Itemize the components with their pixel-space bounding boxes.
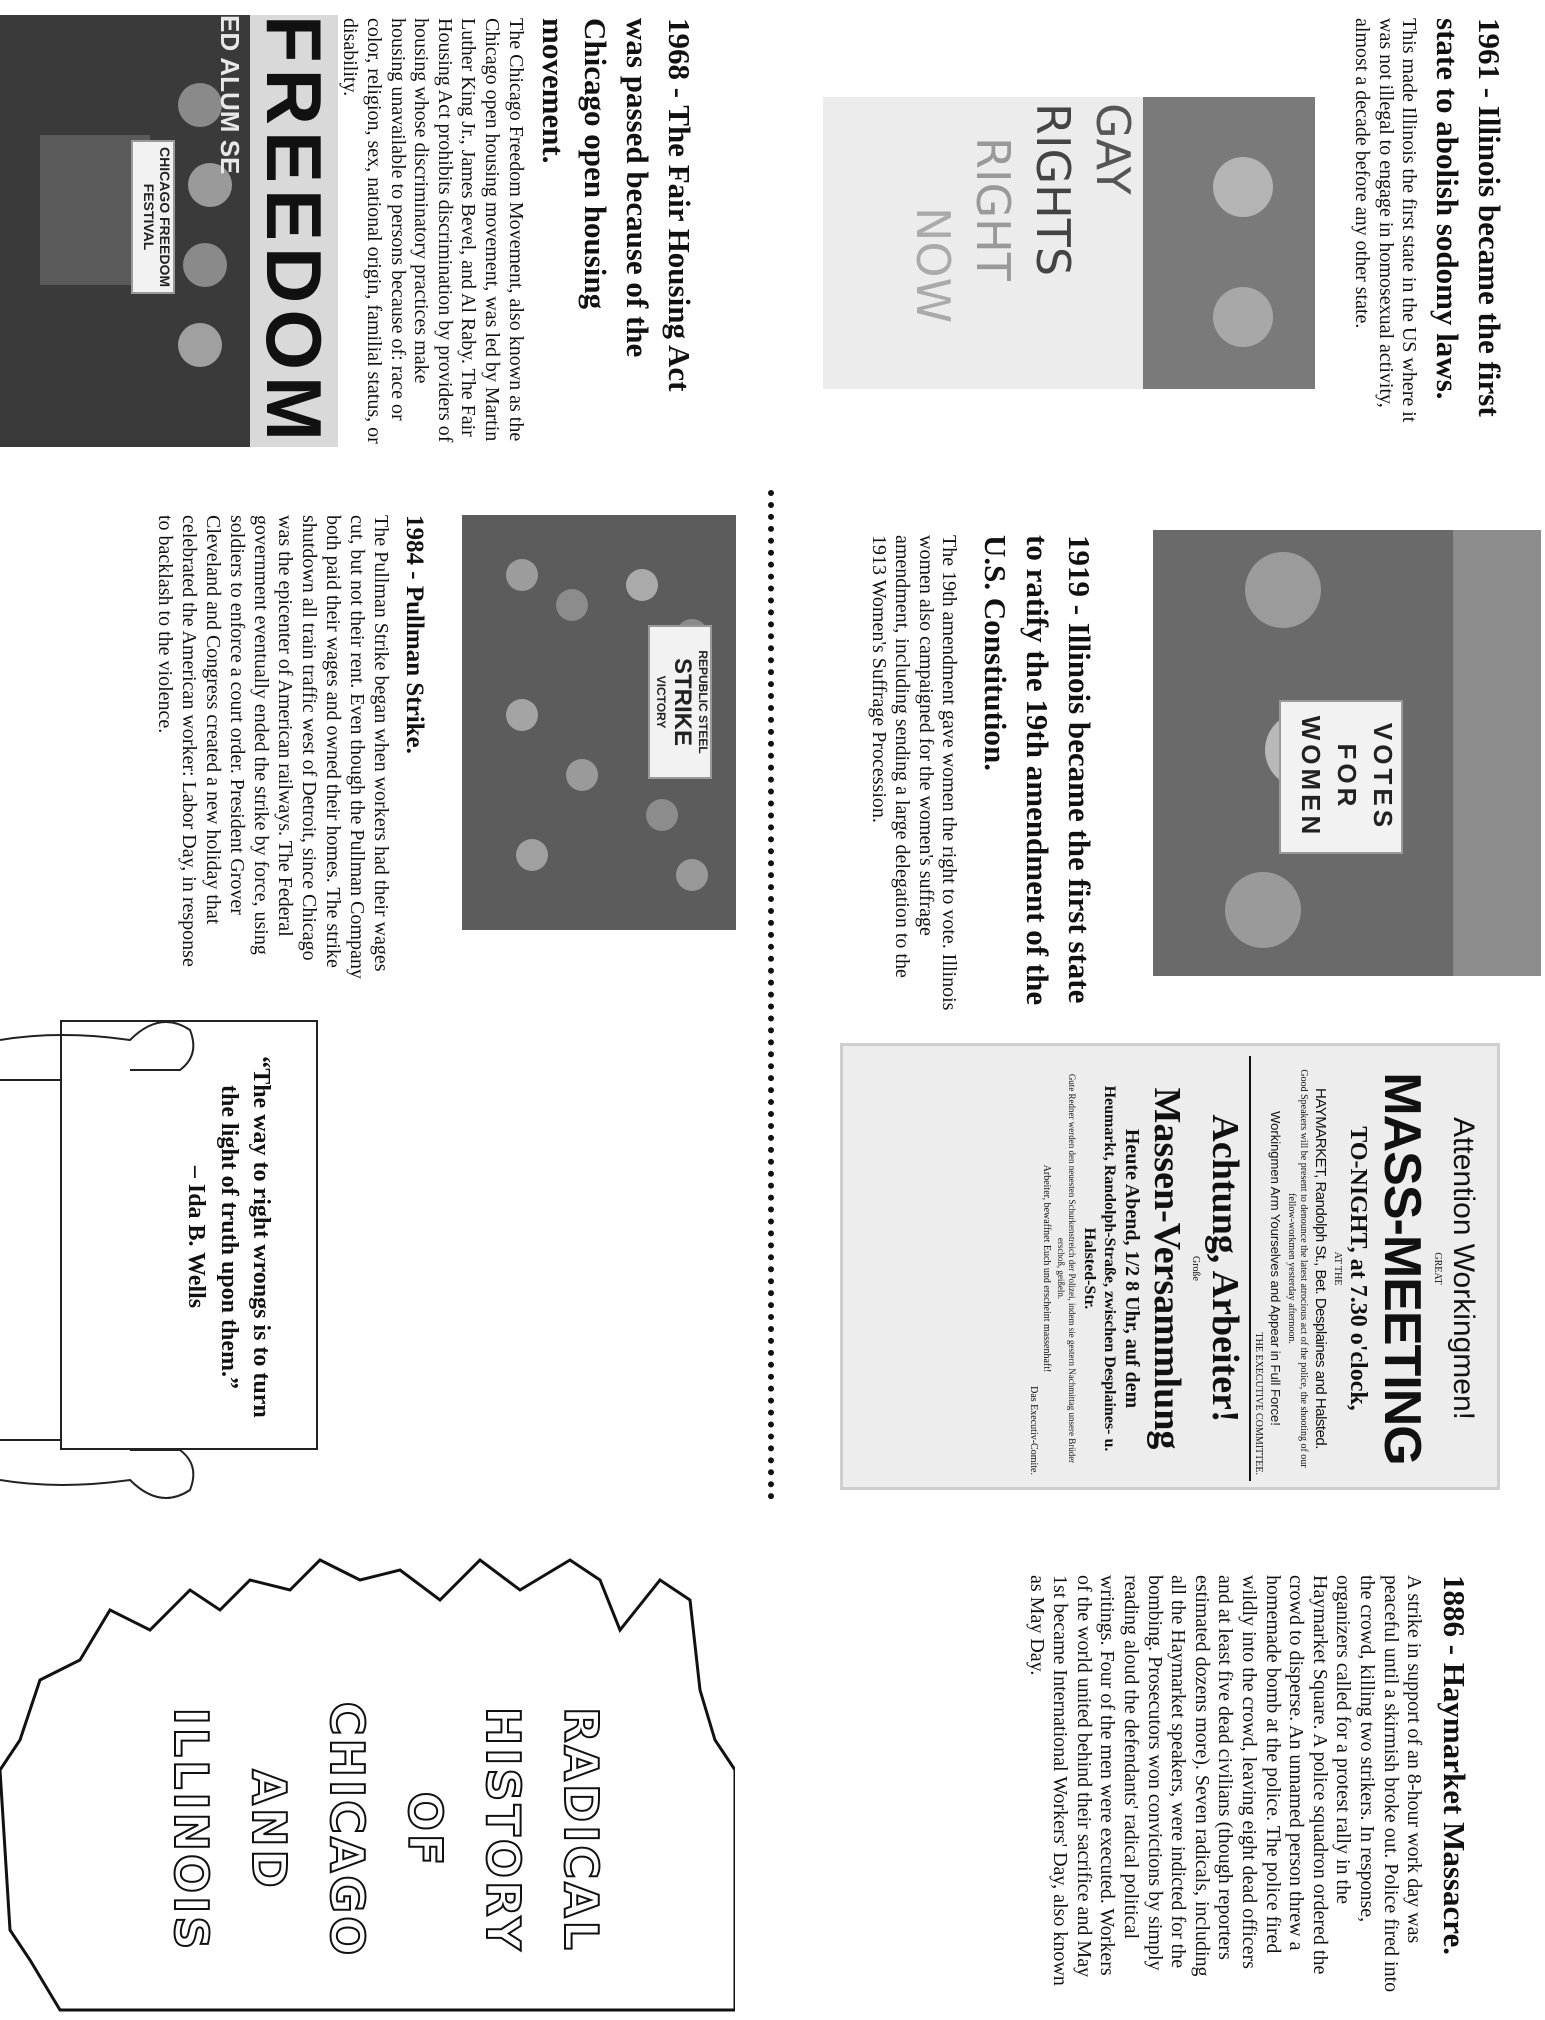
- section-1886-title: 1886 - Haymarket Massacre.: [1437, 1575, 1472, 1955]
- steel-sign-line3: VICTORY: [654, 675, 668, 729]
- gay-sign-line1: GAY: [1086, 103, 1140, 195]
- poster-line-7: Good Speakers will be present to denounce the latest atrocious act of the police, the shooting of our fellow-workmen yesterday afternoon.: [1286, 1069, 1309, 1468]
- poster-line-15: Gute Redner werden den neuesten Schurkenstreich der Polizei, indem sie gestern Nachmittag unsere Brüder erschoß, geißeln.: [1056, 1073, 1077, 1464]
- section-1919-title: 1919 - Illinois became the first state to ratify the 19th amendment of the U.S. Constitution.: [978, 535, 1097, 1006]
- poster-line-10: Achtung, Arbeiter!: [1201, 1056, 1251, 1481]
- section-1886-body: A strike in support of an 8-hour work day was peaceful until a skirmish broke out. Police fired into the crowd, killing two strikers. In response, organizers called for a protest rally in the Haymarket Square. A police squadron ordered the crowd to disperse. An unnamed person threw a homemade bomb at the police. The police fired wildly into the crowd, leaving eight dead officers and at least five dead civilians (though reporters estimated dozens more). Seven radicals, including all the Haymarket speakers, were indicted for the bombing. Prosecutors won convictions by simply reading aloud the defendants' radical political writings. Four of the men were executed. Workers of the world united behind their sacrifice and May 1st became International Workers' Day, also known as May Day.: [1025, 1575, 1426, 1993]
- gay-sign-line4: NOW: [906, 207, 960, 324]
- section-1968: [338, 18, 700, 448]
- poster-line-12: Massen-Versammlung: [1146, 1087, 1188, 1450]
- freedom-banner-subtext: ED ALUM SE: [215, 15, 245, 175]
- steel-sign-line1: REPUBLIC STEEL: [696, 650, 710, 754]
- votes-sign-line2: FOR: [1332, 743, 1362, 811]
- poster-line-2: GREAT: [1432, 1252, 1443, 1285]
- section-1919-body: The 19th amendment gave women the right to vote. Illinois women also campaigned for the women's suffrage amendment, including sending a large delegation to the 1913 Women's Suffrage Procession.: [867, 535, 961, 1011]
- haymarket-poster: [840, 1043, 1500, 1490]
- cover-line-2: HISTORY: [476, 1706, 530, 1954]
- republic-steel-sign: [648, 625, 712, 779]
- votes-sign-line1: VOTES: [1368, 722, 1398, 832]
- section-1984-title: 1984 - Pullman Strike.: [401, 515, 428, 754]
- hands-holding-sign-drawing: [0, 1000, 330, 1560]
- cover-line-1: RADICAL: [554, 1707, 608, 1953]
- gay-rights-sign: [823, 97, 1143, 389]
- quote-author: – Ida B. Wells: [183, 1165, 210, 1309]
- poster-line-9: THE EXECUTIVE COMMITTEE.: [1253, 1332, 1264, 1475]
- section-1984: [153, 515, 430, 985]
- cover-line-6: ILLINOIS: [164, 1707, 218, 1953]
- quote-text: “The way to right wrongs is to turn the light of truth upon them.”: [215, 1056, 274, 1418]
- poster-line-3: MASS-MEETING: [1373, 1072, 1431, 1465]
- section-1961-title: 1961 - Illinois became the first state to abolish sodomy laws.: [1430, 18, 1507, 417]
- steel-sign-line2: STRIKE: [669, 657, 696, 746]
- poster-line-5: AT THE: [1332, 1251, 1343, 1286]
- poster-line-4: TO-NIGHT, at 7.30 o'clock,: [1345, 1126, 1371, 1411]
- fold-line: [768, 490, 774, 1500]
- section-1968-body: The Chicago Freedom Movement, also known as the Chicago open housing movement, was led by Martin Luther King Jr., James Bevel, and Al Raby. The Fair Housing Act prohibits discrimination by providers of housing whose discriminatory practices make housing unavailable to persons because of: race or color, religion, sex, national origin, familial status, or disability.: [339, 18, 527, 444]
- votes-for-women-sign: [1279, 700, 1403, 854]
- freedom-banner-text: FREEDOM: [250, 15, 338, 447]
- poster-line-8: Workingmen Arm Yourselves and Appear in Full Force!: [1268, 1111, 1283, 1426]
- poster-line-6: HAYMARKET, Randolph St., Bet. Desplaines and Halsted.: [1312, 1088, 1329, 1449]
- gay-sign-line3: RIGHT: [966, 137, 1020, 281]
- gay-sign-line2: RIGHTS: [1026, 103, 1080, 277]
- freedom-festival-sign: CHICAGO FREEDOM FESTIVAL: [131, 140, 175, 294]
- cover-line-3: OF: [398, 1791, 452, 1869]
- photo-votes-for-women: [1153, 530, 1541, 976]
- votes-sign-line3: WOMEN: [1296, 715, 1326, 839]
- section-1968-title: 1968 - The Fair Housing Act was passed because of the Chicago open housing movement.: [536, 18, 697, 392]
- photo-pullman-strike: [462, 515, 736, 930]
- section-1984-body: The Pullman Strike began when workers had their wages cut, but not their rent. Even though the Pullman Company both paid their wages and owned their homes. The strike shutdown all train traffic west of Detroit, since Chicago was the epicenter of American railways. The Federal government eventually ended the strike by force, using soldiers to enforce a court order. President Grover Cleveland and Congress created a new holiday that celebrated the American worker: Labor Day, in response to backlash to the violence.: [153, 515, 392, 979]
- section-1961: [1350, 18, 1510, 438]
- poster-line-16: Arbeiter, bewaffnet Euch und erscheint massenhaft!: [1041, 1164, 1052, 1373]
- poster-line-13: Heute Abend, 1/2 8 Uhr, auf dem: [1121, 1128, 1143, 1409]
- section-1886: [1024, 1575, 1475, 1995]
- photo-gay-rights-now: [823, 97, 1315, 389]
- poster-line-11: Große: [1190, 1256, 1201, 1281]
- poster-line-14: Heumarkt, Randolph-Straße, zwischen Desplaines- u. Halsted-Str.: [1081, 1085, 1118, 1452]
- cover-line-5: AND: [242, 1769, 296, 1891]
- section-1919: [866, 535, 1100, 1015]
- poster-line-17: Das Executiv-Comite.: [1028, 1386, 1039, 1475]
- haymarket-poster-content: [1027, 1056, 1483, 1481]
- poster-line-1: Attention Workingmen!: [1447, 1117, 1480, 1420]
- photo-chicago-freedom-festival: [0, 15, 338, 447]
- section-1961-body: This made Illinois the first state in the US where it was not illegal to engage in homosexual activity, almost a decade before any other state.: [1351, 18, 1421, 423]
- cover-line-4: CHICAGO: [320, 1701, 374, 1959]
- cover-title: [152, 1650, 620, 2010]
